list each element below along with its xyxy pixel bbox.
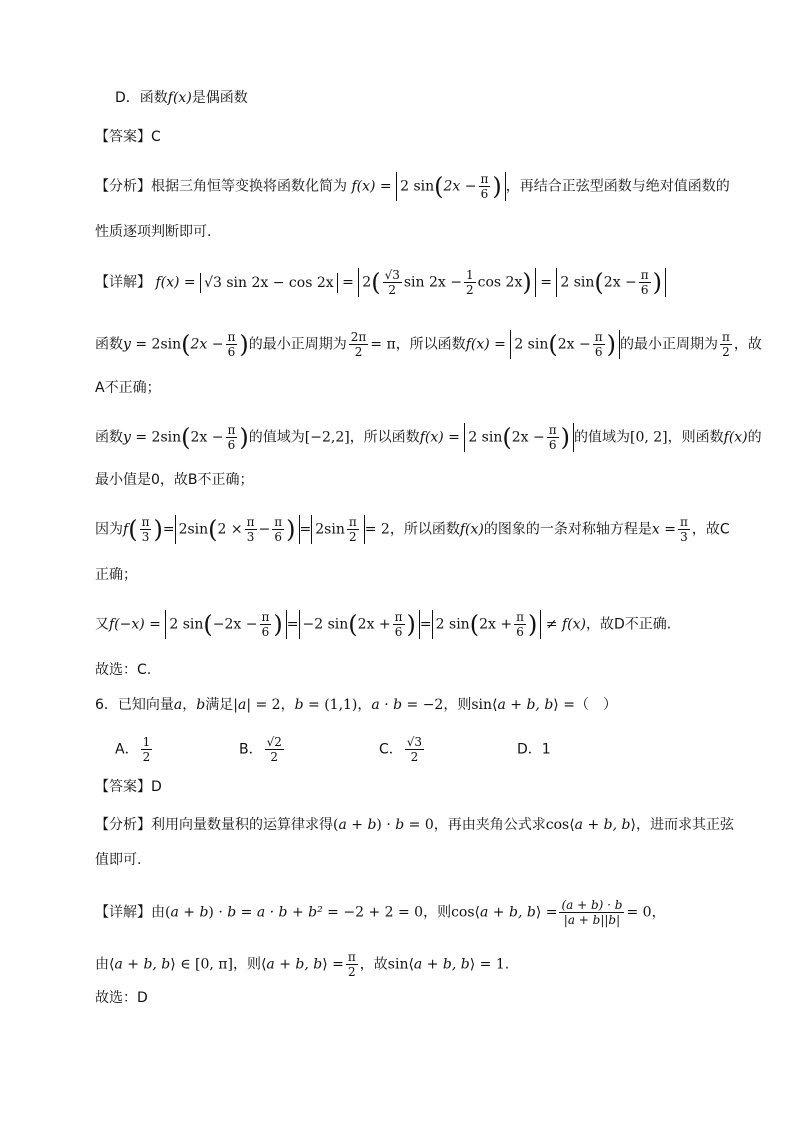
option-a-label: A．: [115, 741, 139, 758]
q6-options: [115, 735, 551, 764]
text: ，所以函数: [395, 336, 466, 353]
conclusion-text: 故选：C.: [95, 662, 152, 678]
text: 又: [95, 616, 109, 633]
text: ，所以函数: [389, 521, 460, 538]
text: ，则: [423, 904, 452, 921]
option-c-label: C．: [379, 741, 403, 758]
answer-line: [95, 127, 161, 147]
text: 满足: [205, 697, 234, 713]
text: ，则: [443, 697, 472, 713]
part-b-line: 函数y = 2sin(2x − $\frac{\pi}{6}$ )的值域为[−2,2]，所以函数f(x) = 2 sin(2x − $\frac{\pi}{6}$ ) 的值域为[0, 2]，则函数f(x)的: [95, 423, 762, 452]
text: ，故: [733, 336, 762, 353]
part-d-line: 又f(−x) = 2 sin(−2x − $\frac{\pi}{6}$ ) = −2 sin(2x + $\frac{\pi}{6}$ ) = 2 sin(2x + $\frac{\pi}{6}$ ) ≠ f(x)，故D不正确.: [95, 610, 672, 639]
text: 由: [95, 956, 109, 973]
text: 的值域为: [574, 429, 630, 446]
text: 最小值是0，故B不正确；: [95, 472, 254, 488]
text: ，所以函数: [349, 429, 420, 446]
part-c-line: 因为f( $\frac{\pi}{3}$ )= 2sin(2 × $\frac{\pi}{3}$ − $\frac{\pi}{6}$ ) = 2sin $\frac{\pi}{2}$ = 2，所以函数f(x)的图象的一条对称轴方程是x = $\frac{\pi}{3}$ ，故C: [95, 515, 730, 544]
analysis-tag: 【分析】: [95, 178, 151, 195]
text: ，故: [359, 956, 388, 973]
text: .: [504, 956, 510, 973]
text: 的值域为: [248, 429, 305, 446]
math-abs: √3 sin 2x − cos 2x: [200, 273, 338, 293]
conclusion-text: 故选：D: [95, 990, 148, 1006]
option-d: D．1: [517, 741, 551, 758]
text: 的图象的一条对称轴方程是: [483, 521, 652, 538]
text: ，: [651, 904, 666, 921]
option-d-text: 是偶函数: [191, 90, 248, 106]
text: ，再由夹角公式求: [433, 817, 546, 833]
answer-tag: 【答案】: [95, 779, 151, 795]
part-a-line: 函数y = 2sin(2x − $\frac{\pi}{6}$ )的最小正周期为 $\frac{2\pi}{2}$ = π，所以函数f(x) = 2 sin(2x − $\frac{\pi}{6}$ ) 的最小正周期为 $\frac{\pi}{2}$ ，故: [95, 330, 762, 359]
text: ，故D不正确.: [585, 616, 672, 633]
math-expr: f(x) =: [351, 178, 397, 195]
text: 函数: [95, 429, 123, 446]
option-b: B． $\frac{√2}{2}$: [239, 735, 282, 764]
part-b-line-2: [95, 470, 254, 490]
analysis-line: [95, 172, 730, 201]
text: 值即可.: [95, 852, 142, 868]
answer-value: C: [151, 129, 161, 145]
q6-analysis: 【分析】利用向量数量积的运算律求得(a + b) · b = 0，再由夹角公式求cos⟨a + b, b⟩，进而求其正弦: [95, 817, 734, 833]
q6-conclusion: [95, 988, 148, 1008]
math-abs: 2( $\frac{√3}{2}$ sin 2x − $\frac{1}{2}$ cos 2x): [358, 268, 535, 297]
math-fx: f(x): [167, 90, 192, 106]
text: 函数: [95, 336, 123, 353]
math-expr: f(x) =: [155, 274, 201, 291]
option-d-label: D．函数: [115, 90, 168, 106]
detail-tag: 【详解】: [95, 274, 151, 291]
text: ，故C: [691, 521, 730, 538]
detail-line: 【详解】 f(x) = √3 sin 2x − cos 2x = 2( $\frac{√3}{2}$ sin 2x − $\frac{1}{2}$ cos 2x) = 2 sin(2x − $\frac{\pi}{6}$ ): [95, 268, 666, 297]
text: ，则函数: [667, 429, 724, 446]
text: 利用向量数量积的运算律求得: [151, 817, 333, 833]
option-b-label: B．: [239, 741, 263, 758]
text: 因为: [95, 521, 123, 538]
analysis-text-3: 性质逐项判断即可.: [95, 224, 212, 240]
math-abs: 2 sin(2x − $\frac{\pi}{6}$ ): [396, 172, 506, 201]
part-c-line-2: [95, 565, 137, 585]
range-value: [−2,2]: [304, 429, 350, 446]
q6-analysis-2: [95, 850, 141, 870]
text: 的: [747, 429, 762, 446]
q6-detail: 【详解】由(a + b) · b = a · b + b² = −2 + 2 = 0，则cos⟨a + b, b⟩ = $\frac{(a + b) \cdot b}{|a + b||b|}$ = 0，: [95, 898, 666, 927]
conclusion-line: [95, 660, 151, 680]
analysis-tag: 【分析】: [95, 817, 151, 833]
part-a-line-2: [95, 378, 161, 398]
q6-detail-2: 由⟨a + b, b⟩ ∈ [0, π]，则⟨a + b, b⟩ = $\frac{\pi}{2}$ ，故sin⟨a + b, b⟩ = 1.: [95, 950, 510, 979]
analysis-line-2: [95, 222, 211, 242]
option-a: A． $\frac{1}{2}$: [115, 735, 151, 764]
text: 由: [151, 904, 165, 921]
text: 的最小正周期为: [620, 336, 718, 353]
text: ，进而求其正弦: [635, 817, 734, 833]
range-value: [0, 2]: [630, 429, 668, 446]
q6-stem-text: 6．已知向量: [95, 697, 174, 713]
text: （ ）: [574, 697, 617, 713]
detail-tag: 【详解】: [95, 904, 151, 921]
answer-value: D: [151, 779, 162, 795]
math-abs: 2 sin(2x − $\frac{\pi}{6}$ ): [556, 268, 666, 297]
text: A不正确；: [95, 380, 161, 396]
text: 的最小正周期为: [248, 336, 347, 353]
q6-stem: 6．已知向量a，b满足|a| = 2，b = (1,1)，a · b = −2，则sin⟨a + b, b⟩ =（ ）: [95, 697, 617, 713]
option-c: C． $\frac{√3}{2}$: [379, 735, 423, 764]
option-d-line: [115, 88, 248, 108]
text: 正确；: [95, 567, 137, 583]
q6-answer: [95, 777, 162, 797]
text: ，则: [232, 956, 261, 973]
answer-tag: 【答案】: [95, 129, 151, 145]
analysis-text: 根据三角恒等变换将函数化简为: [151, 178, 347, 195]
analysis-text-2: ，再结合正弦型函数与绝对值函数的: [505, 178, 730, 195]
